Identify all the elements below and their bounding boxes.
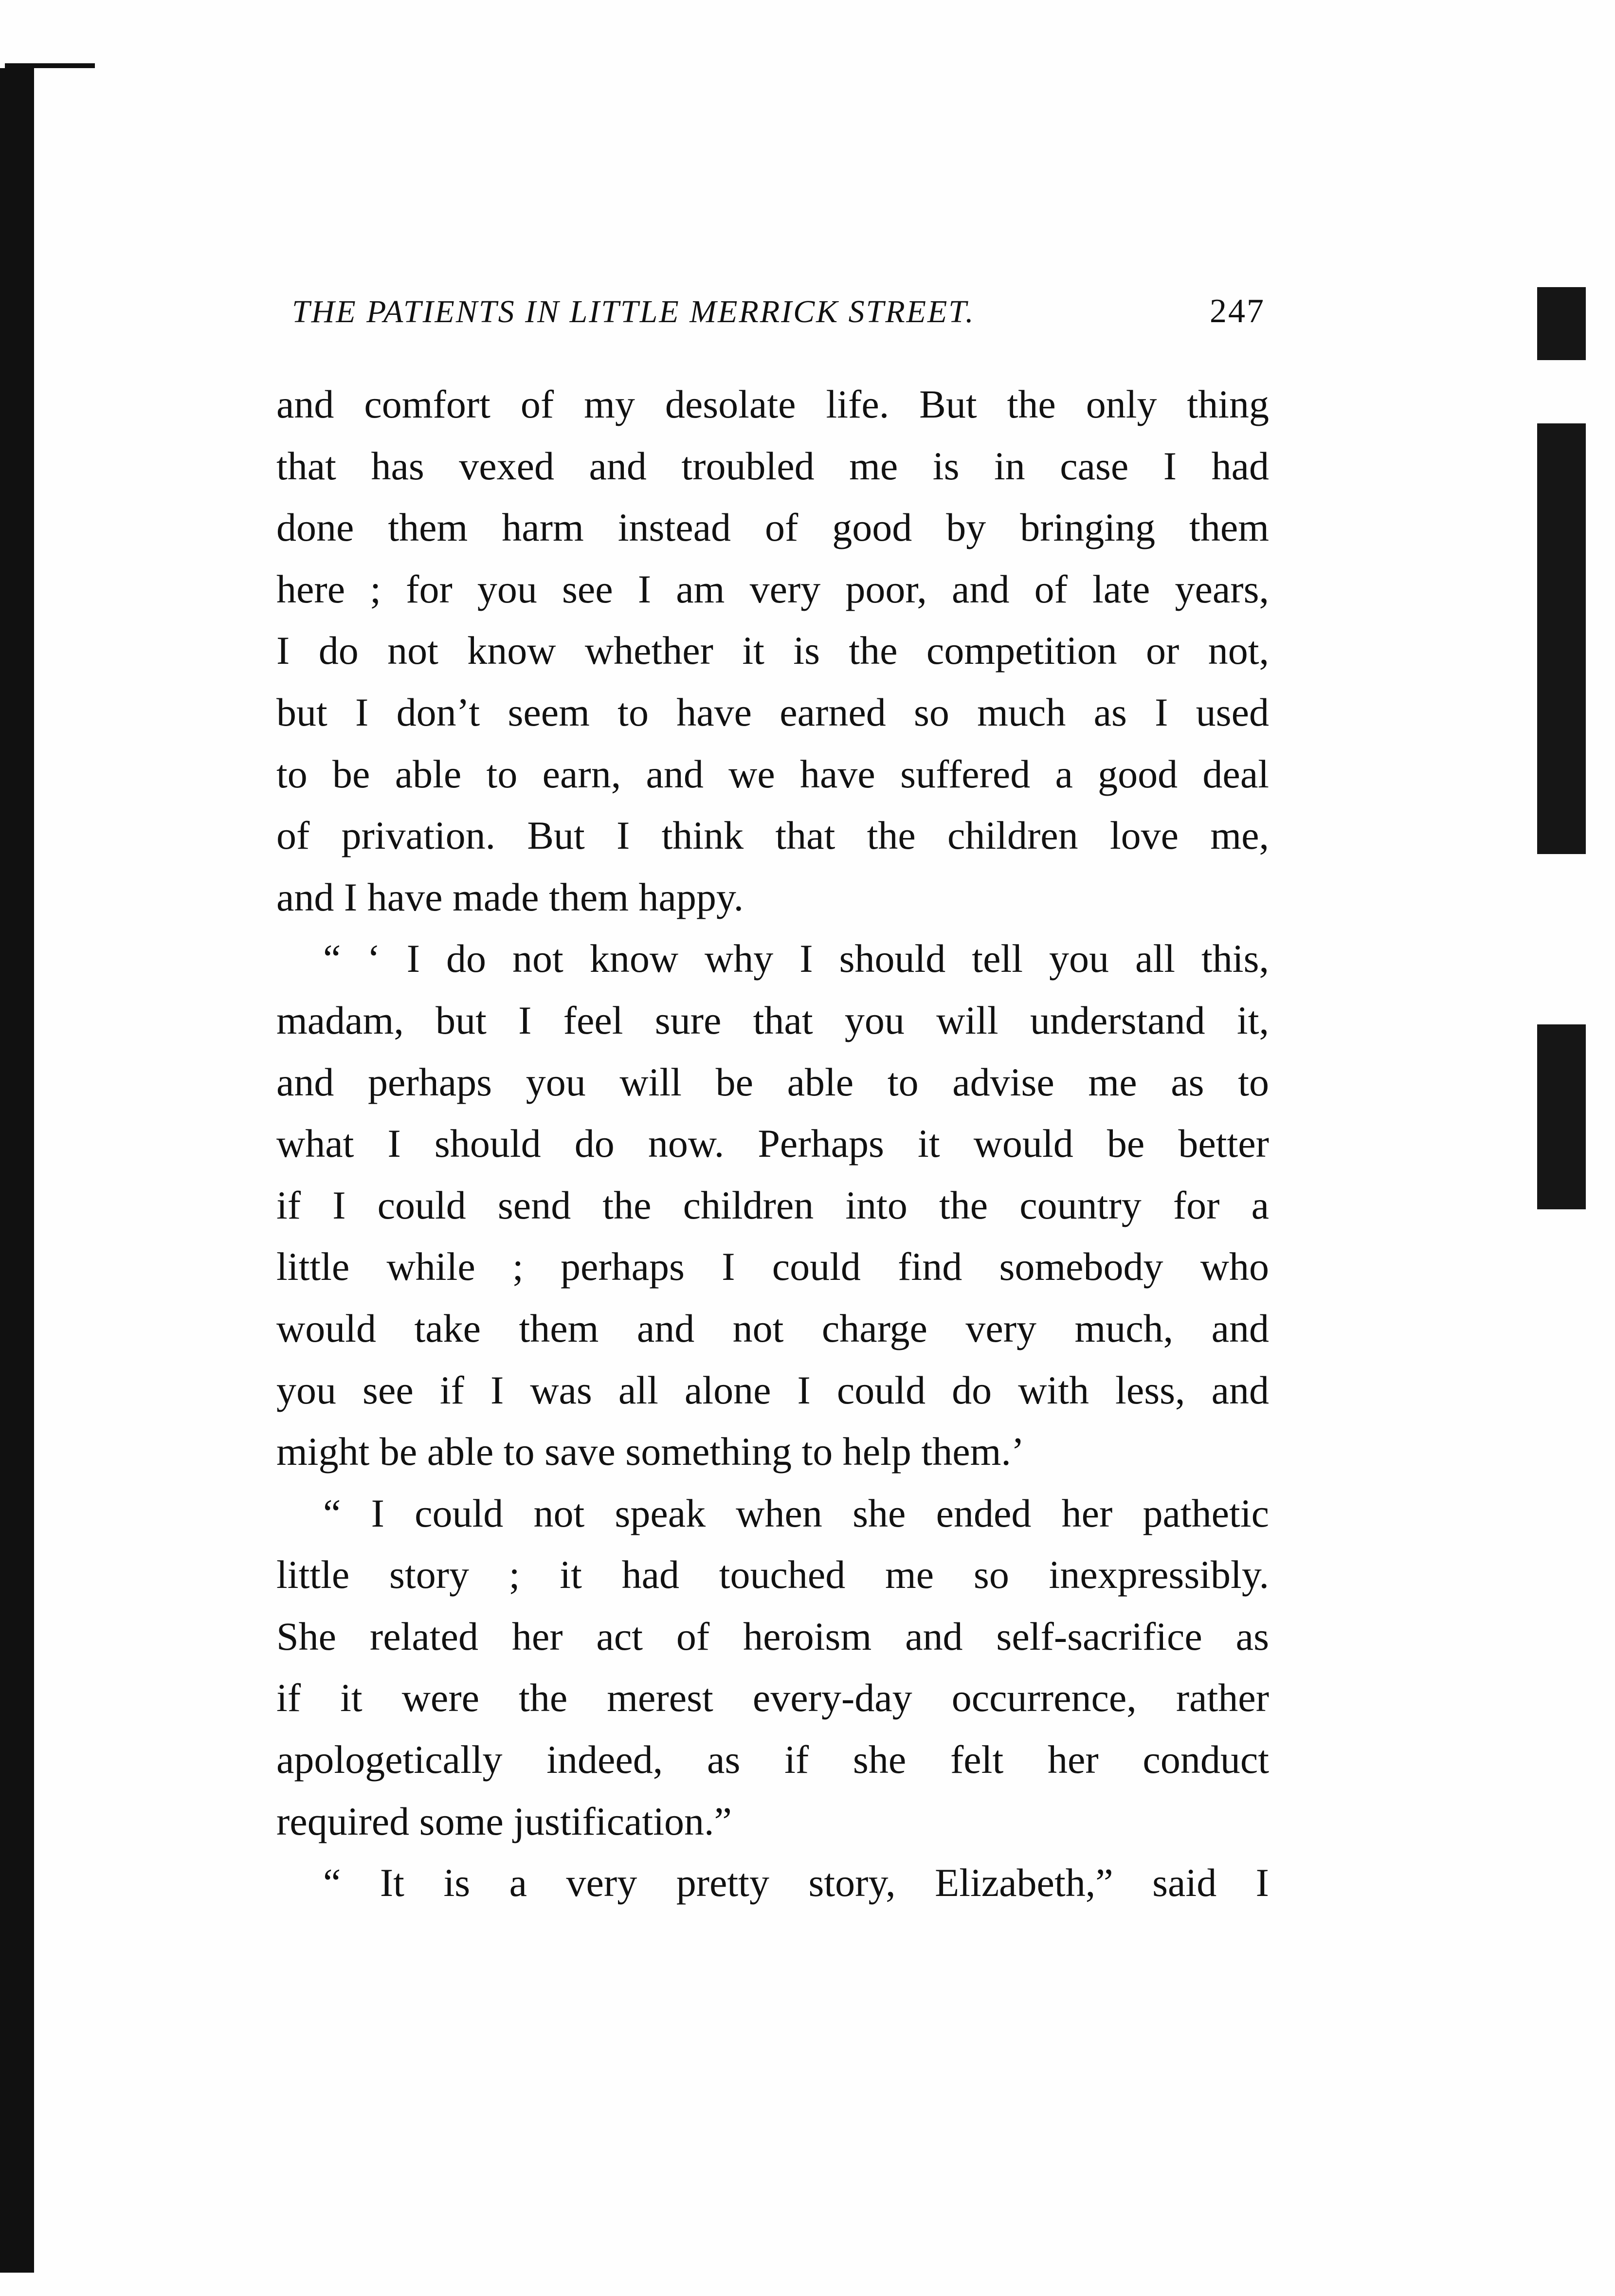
text-line: what I should do now. Perhaps it would be better	[276, 1121, 1269, 1166]
text-line: She related her act of heroism and self-sacrifice as	[276, 1614, 1269, 1658]
text-line: apologetically indeed, as if she felt her conduct	[276, 1737, 1269, 1782]
running-head-title: THE PATIENTS IN LITTLE MERRICK STREET.	[292, 294, 975, 329]
text-line: might be able to save something to help them.’	[276, 1429, 1025, 1474]
text-line: of privation. But I think that the children love me,	[276, 813, 1269, 858]
text-line: madam, but I feel sure that you will understand it,	[276, 998, 1269, 1042]
text-line: I do not know whether it is the competition or not,	[276, 628, 1269, 673]
text-line: that has vexed and troubled me is in case I had	[276, 443, 1269, 488]
text-line: if I could send the children into the country for a	[276, 1183, 1269, 1227]
scan-registration-mark	[1537, 423, 1586, 854]
text-line: and perhaps you will be able to advise me as to	[276, 1059, 1269, 1104]
text-line: and I have made them happy.	[276, 875, 744, 919]
text-line: “ ‘ I do not know why I should tell you all this,	[323, 936, 1269, 981]
text-line: you see if I was all alone I could do with less, and	[276, 1367, 1269, 1412]
scan-registration-mark	[1537, 1024, 1586, 1209]
page-number: 247	[1210, 292, 1265, 330]
text-line: required some justification.”	[276, 1799, 732, 1843]
text-line: but I don’t seem to have earned so much as I used	[276, 690, 1269, 734]
text-line: to be able to earn, and we have suffered a good deal	[276, 751, 1269, 796]
text-line: “ I could not speak when she ended her pathetic	[323, 1491, 1269, 1535]
text-line: if it were the merest every-day occurrence, rather	[276, 1676, 1269, 1720]
body-text	[276, 374, 1269, 1914]
scan-edge-mark	[5, 63, 95, 68]
text-line: and comfort of my desolate life. But the only thing	[276, 382, 1269, 426]
text-line: here ; for you see I am very poor, and of late years,	[276, 566, 1269, 611]
running-head	[292, 292, 1265, 331]
text-line: little while ; perhaps I could find somebody who	[276, 1244, 1269, 1289]
text-line: little story ; it had touched me so inexpressibly.	[276, 1552, 1269, 1597]
book-spine-shadow	[0, 68, 34, 2273]
text-line: “ It is a very pretty story, Elizabeth,” said I	[323, 1860, 1269, 1905]
text-line: would take them and not charge very much, and	[276, 1306, 1269, 1350]
scan-registration-mark	[1537, 287, 1586, 360]
text-line: done them harm instead of good by bringing them	[276, 505, 1269, 550]
